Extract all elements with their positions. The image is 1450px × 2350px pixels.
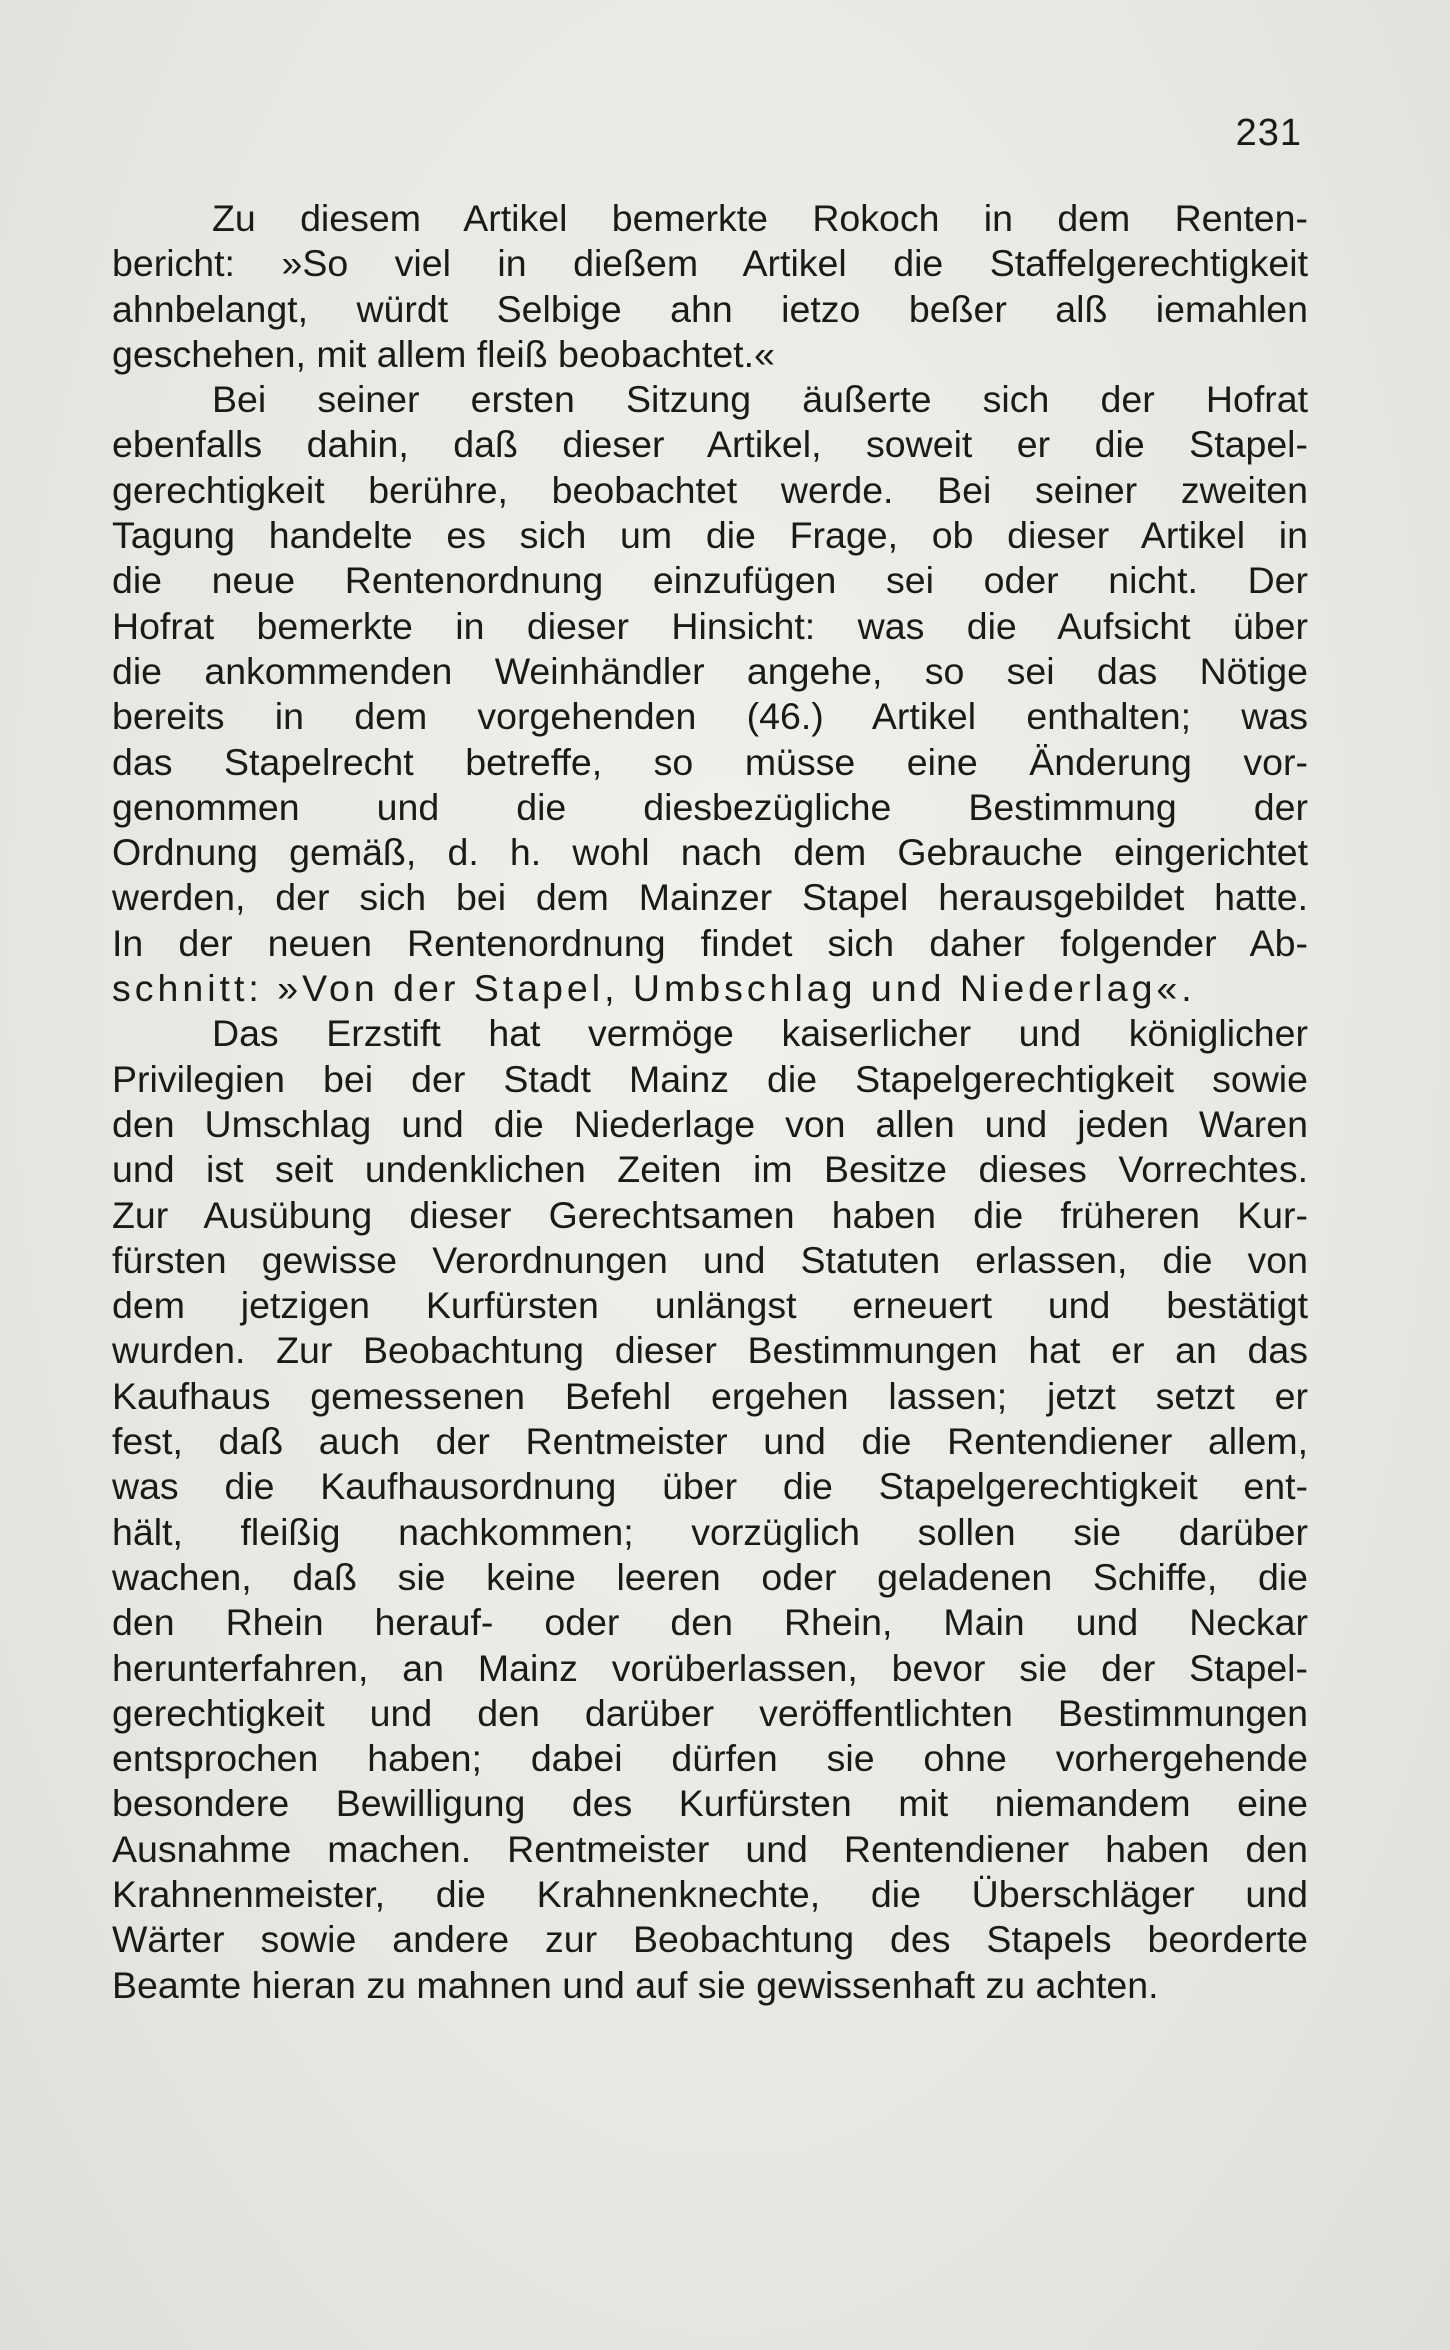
text-line: Wärter sowie andere zur Beobachtung des Stapels beorderte [112,1918,1308,1961]
text-line: werden, der sich bei dem Mainzer Stapel herausgebildet hatte. [112,876,1308,919]
text-line: dem jetzigen Kurfürsten unlängst erneuert und bestätigt [112,1284,1308,1327]
text-line: wachen, daß sie keine leeren oder geladenen Schiffe, die [112,1555,1308,1598]
text-line: Hofrat bemerkte in dieser Hinsicht: was die Aufsicht über [112,604,1308,647]
text-line: Beamte hieran zu mahnen und auf sie gewissenhaft zu achten. [112,1963,1159,2006]
text-line: hält, fleißig nachkommen; vorzüglich sollen sie darüber [112,1510,1308,1553]
text-line: was die Kaufhausordnung über die Stapelgerechtigkeit ent- [112,1465,1308,1508]
page-number: 231 [1235,112,1302,154]
text-line: genommen und die diesbezügliche Bestimmung der [112,785,1308,828]
text-line: bericht: »So viel in dießem Artikel die Staffelgerechtigkeit [112,242,1308,285]
text-line: Kaufhaus gemessenen Befehl ergehen lassen; jetzt setzt er [112,1374,1308,1417]
text-line: Zu diesem Artikel bemerkte Rokoch in dem Renten- [212,197,1308,239]
text-line: gerechtigkeit und den darüber veröffentlichten Bestimmungen [112,1691,1308,1734]
text-line: bereits in dem vorgehenden (46.) Artikel enthalten; was [112,695,1308,738]
text-line: In der neuen Rentenordnung findet sich daher folgender Ab- [112,921,1308,964]
text-line: Krahnenmeister, die Krahnenknechte, die Überschläger und [112,1872,1308,1915]
text-line: ebenfalls dahin, daß dieser Artikel, soweit er die Stapel- [112,423,1308,466]
text-line: wurden. Zur Beobachtung dieser Bestimmungen hat er an das [112,1329,1308,1372]
text-line: Privilegien bei der Stadt Mainz die Stapelgerechtigkeit sowie [112,1057,1308,1100]
text-line: Ordnung gemäß, d. h. wohl nach dem Gebrauche eingerichtet [112,831,1308,874]
paragraph [112,377,1308,1011]
text-line: Zur Ausübung dieser Gerechtsamen haben die früheren Kur- [112,1193,1308,1236]
text-line: und ist seit undenklichen Zeiten im Besitze dieses Vorrechtes. [112,1148,1308,1191]
text-line: schnitt: »Von der Stapel, Umbschlag und Niederlag«. [112,967,1196,1010]
text-line: die neue Rentenordnung einzufügen sei oder nicht. Der [112,559,1308,602]
text-line: entsprochen haben; dabei dürfen sie ohne vorhergehende [112,1737,1308,1780]
text-line: besondere Bewilligung des Kurfürsten mit niemandem eine [112,1782,1308,1825]
text-line: geschehen, mit allem fleiß beobachtet.« [112,332,775,375]
text-line: herunterfahren, an Mainz vorüberlassen, bevor sie der Stapel- [112,1646,1308,1689]
text-line: fest, daß auch der Rentmeister und die Rentendiener allem, [112,1420,1308,1463]
text-line: Das Erzstift hat vermöge kaiserlicher und königlicher [212,1012,1308,1055]
paragraph [112,196,1308,377]
text-line: Bei seiner ersten Sitzung äußerte sich der Hofrat [212,378,1308,421]
text-line: Tagung handelte es sich um die Frage, ob dieser Artikel in [112,514,1308,557]
text-line: fürsten gewisse Verordnungen und Statuten erlassen, die von [112,1238,1308,1281]
text-line: die ankommenden Weinhändler angehe, so sei das Nötige [112,649,1308,692]
text-line: gerechtigkeit berühre, beobachtet werde. Bei seiner zweiten [112,468,1308,511]
body-text [112,196,1308,2008]
text-line: ahnbelangt, würdt Selbige ahn ietzo beßer alß iemahlen [112,287,1308,330]
text-line: den Umschlag und die Niederlage von allen und jeden Waren [112,1102,1308,1145]
text-line: das Stapelrecht betreffe, so müsse eine Änderung vor- [112,740,1308,783]
text-line: Ausnahme machen. Rentmeister und Rentendiener haben den [112,1827,1308,1870]
text-line: den Rhein herauf- oder den Rhein, Main und Neckar [112,1601,1308,1644]
paragraph [112,1011,1308,2008]
